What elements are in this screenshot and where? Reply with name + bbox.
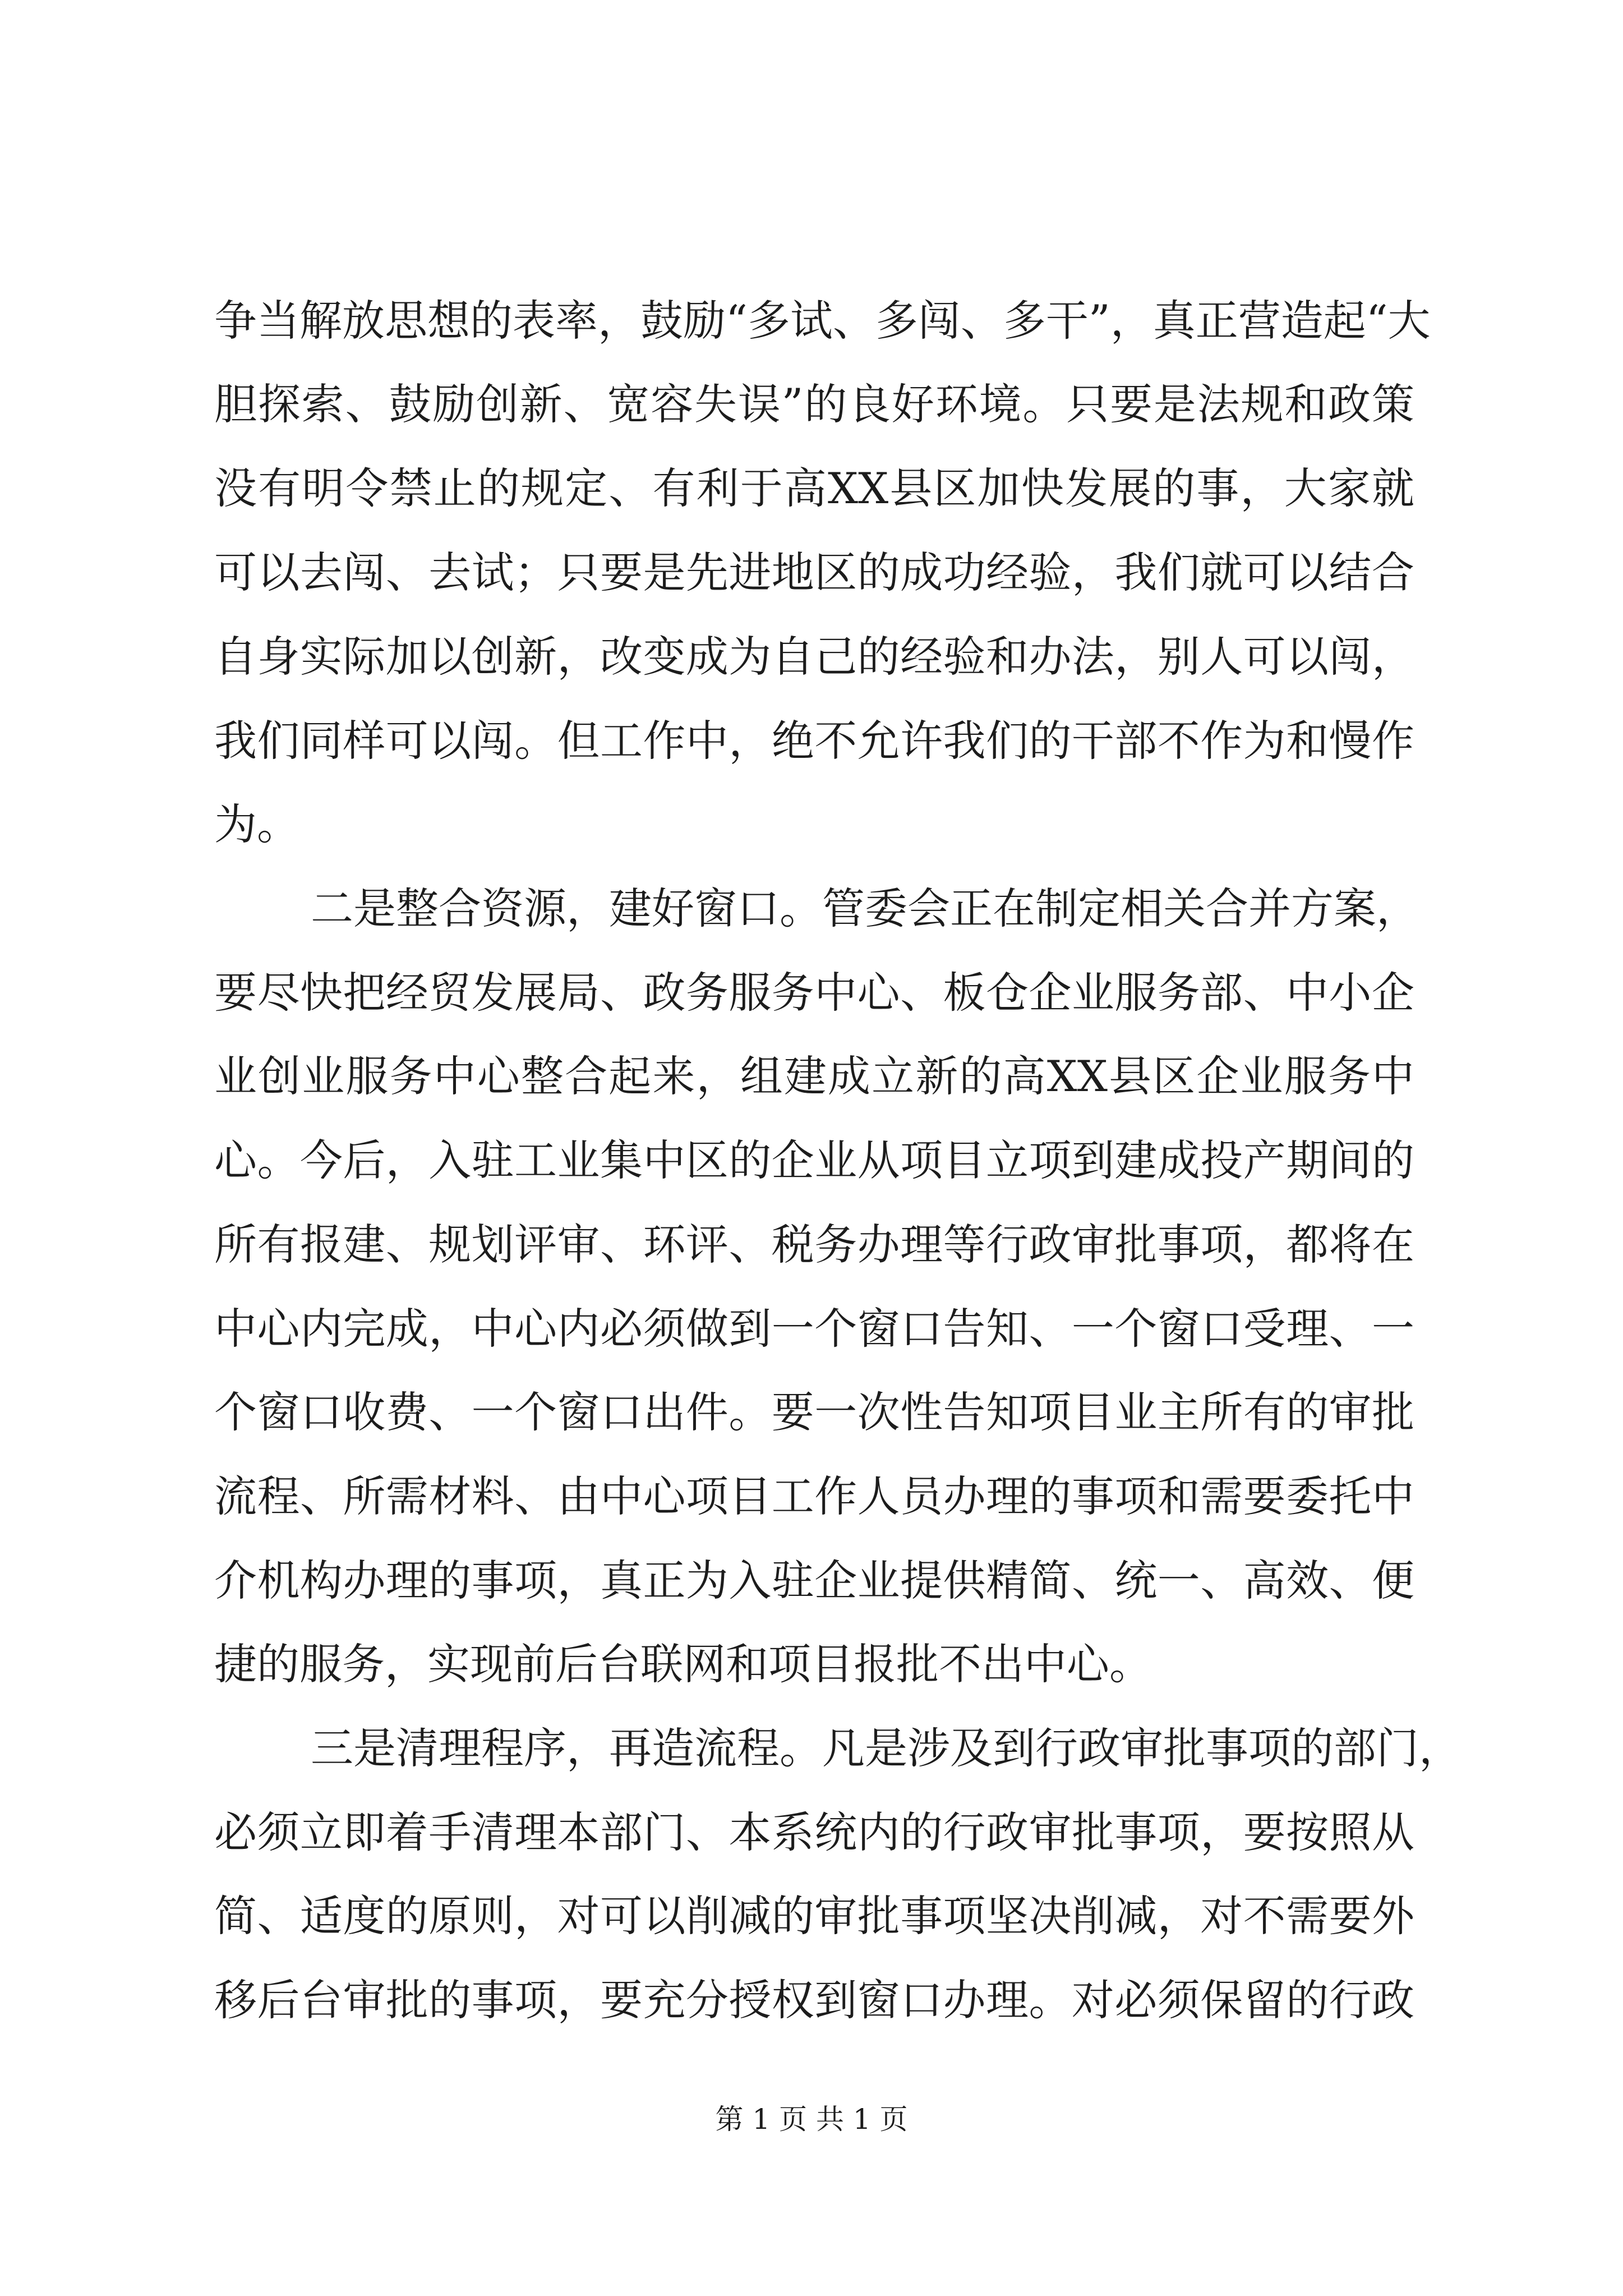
text-line-14: 个窗口收费、一个窗口出件。要一次性告知项目业主所有的审批 bbox=[214, 1387, 1414, 1437]
text-line-7: 为。 bbox=[214, 799, 299, 849]
text-line-11: 心。今后，入驻工业集中区的企业从项目立项到建成投产期间的 bbox=[214, 1135, 1414, 1185]
text-line-13: 中心内完成，中心内必须做到一个窗口告知、一个窗口受理、一 bbox=[214, 1304, 1414, 1354]
text-line-2: 胆探索、鼓励创新、宽容失误”的良好环境。只要是法规和政策 bbox=[214, 379, 1414, 429]
text-line-17: 捷的服务，实现前后台联网和项目报批不出中心。 bbox=[214, 1639, 1152, 1689]
text-line-20: 简、适度的原则，对可以削减的审批事项坚决削减，对不需要外 bbox=[214, 1891, 1414, 1941]
text-line-4: 可以去闯、去试；只要是先进地区的成功经验，我们就可以结合 bbox=[214, 547, 1414, 597]
text-line-3: 没有明令禁止的规定、有利于高XX县区加快发展的事，大家就 bbox=[214, 463, 1414, 513]
paragraph-2-start: 二是整合资源，建好窗口。管委会正在制定相关合并方案， bbox=[311, 884, 1419, 933]
text-line-16: 介机构办理的事项，真正为入驻企业提供精简、统一、高效、便 bbox=[214, 1556, 1414, 1605]
text-line-21: 移后台审批的事项，要充分授权到窗口办理。对必须保留的行政 bbox=[214, 1975, 1414, 2025]
text-line-1: 争当解放思想的表率，鼓励“多试、多闯、多干”，真正营造起“大 bbox=[214, 296, 1431, 346]
page-number-footer: 第 1 页 共 1 页 bbox=[715, 2103, 908, 2136]
text-line-19: 必须立即着手清理本部门、本系统内的行政审批事项，要按照从 bbox=[214, 1807, 1414, 1857]
text-line-12: 所有报建、规划评审、环评、税务办理等行政审批事项，都将在 bbox=[214, 1220, 1414, 1269]
text-line-6: 我们同样可以闯。但工作中，绝不允许我们的干部不作为和慢作 bbox=[214, 716, 1414, 766]
text-line-10: 业创业服务中心整合起来，组建成立新的高XX县区企业服务中 bbox=[214, 1051, 1414, 1101]
text-line-15: 流程、所需材料、由中心项目工作人员办理的事项和需要委托中 bbox=[214, 1471, 1414, 1521]
text-line-9: 要尽快把经贸发展局、政务服务中心、板仓企业服务部、中小企 bbox=[214, 968, 1414, 1018]
paragraph-3-start: 三是清理程序，再造流程。凡是涉及到行政审批事项的部门， bbox=[311, 1723, 1461, 1773]
text-line-5: 自身实际加以创新，改变成为自己的经验和办法，别人可以闯， bbox=[214, 632, 1414, 682]
